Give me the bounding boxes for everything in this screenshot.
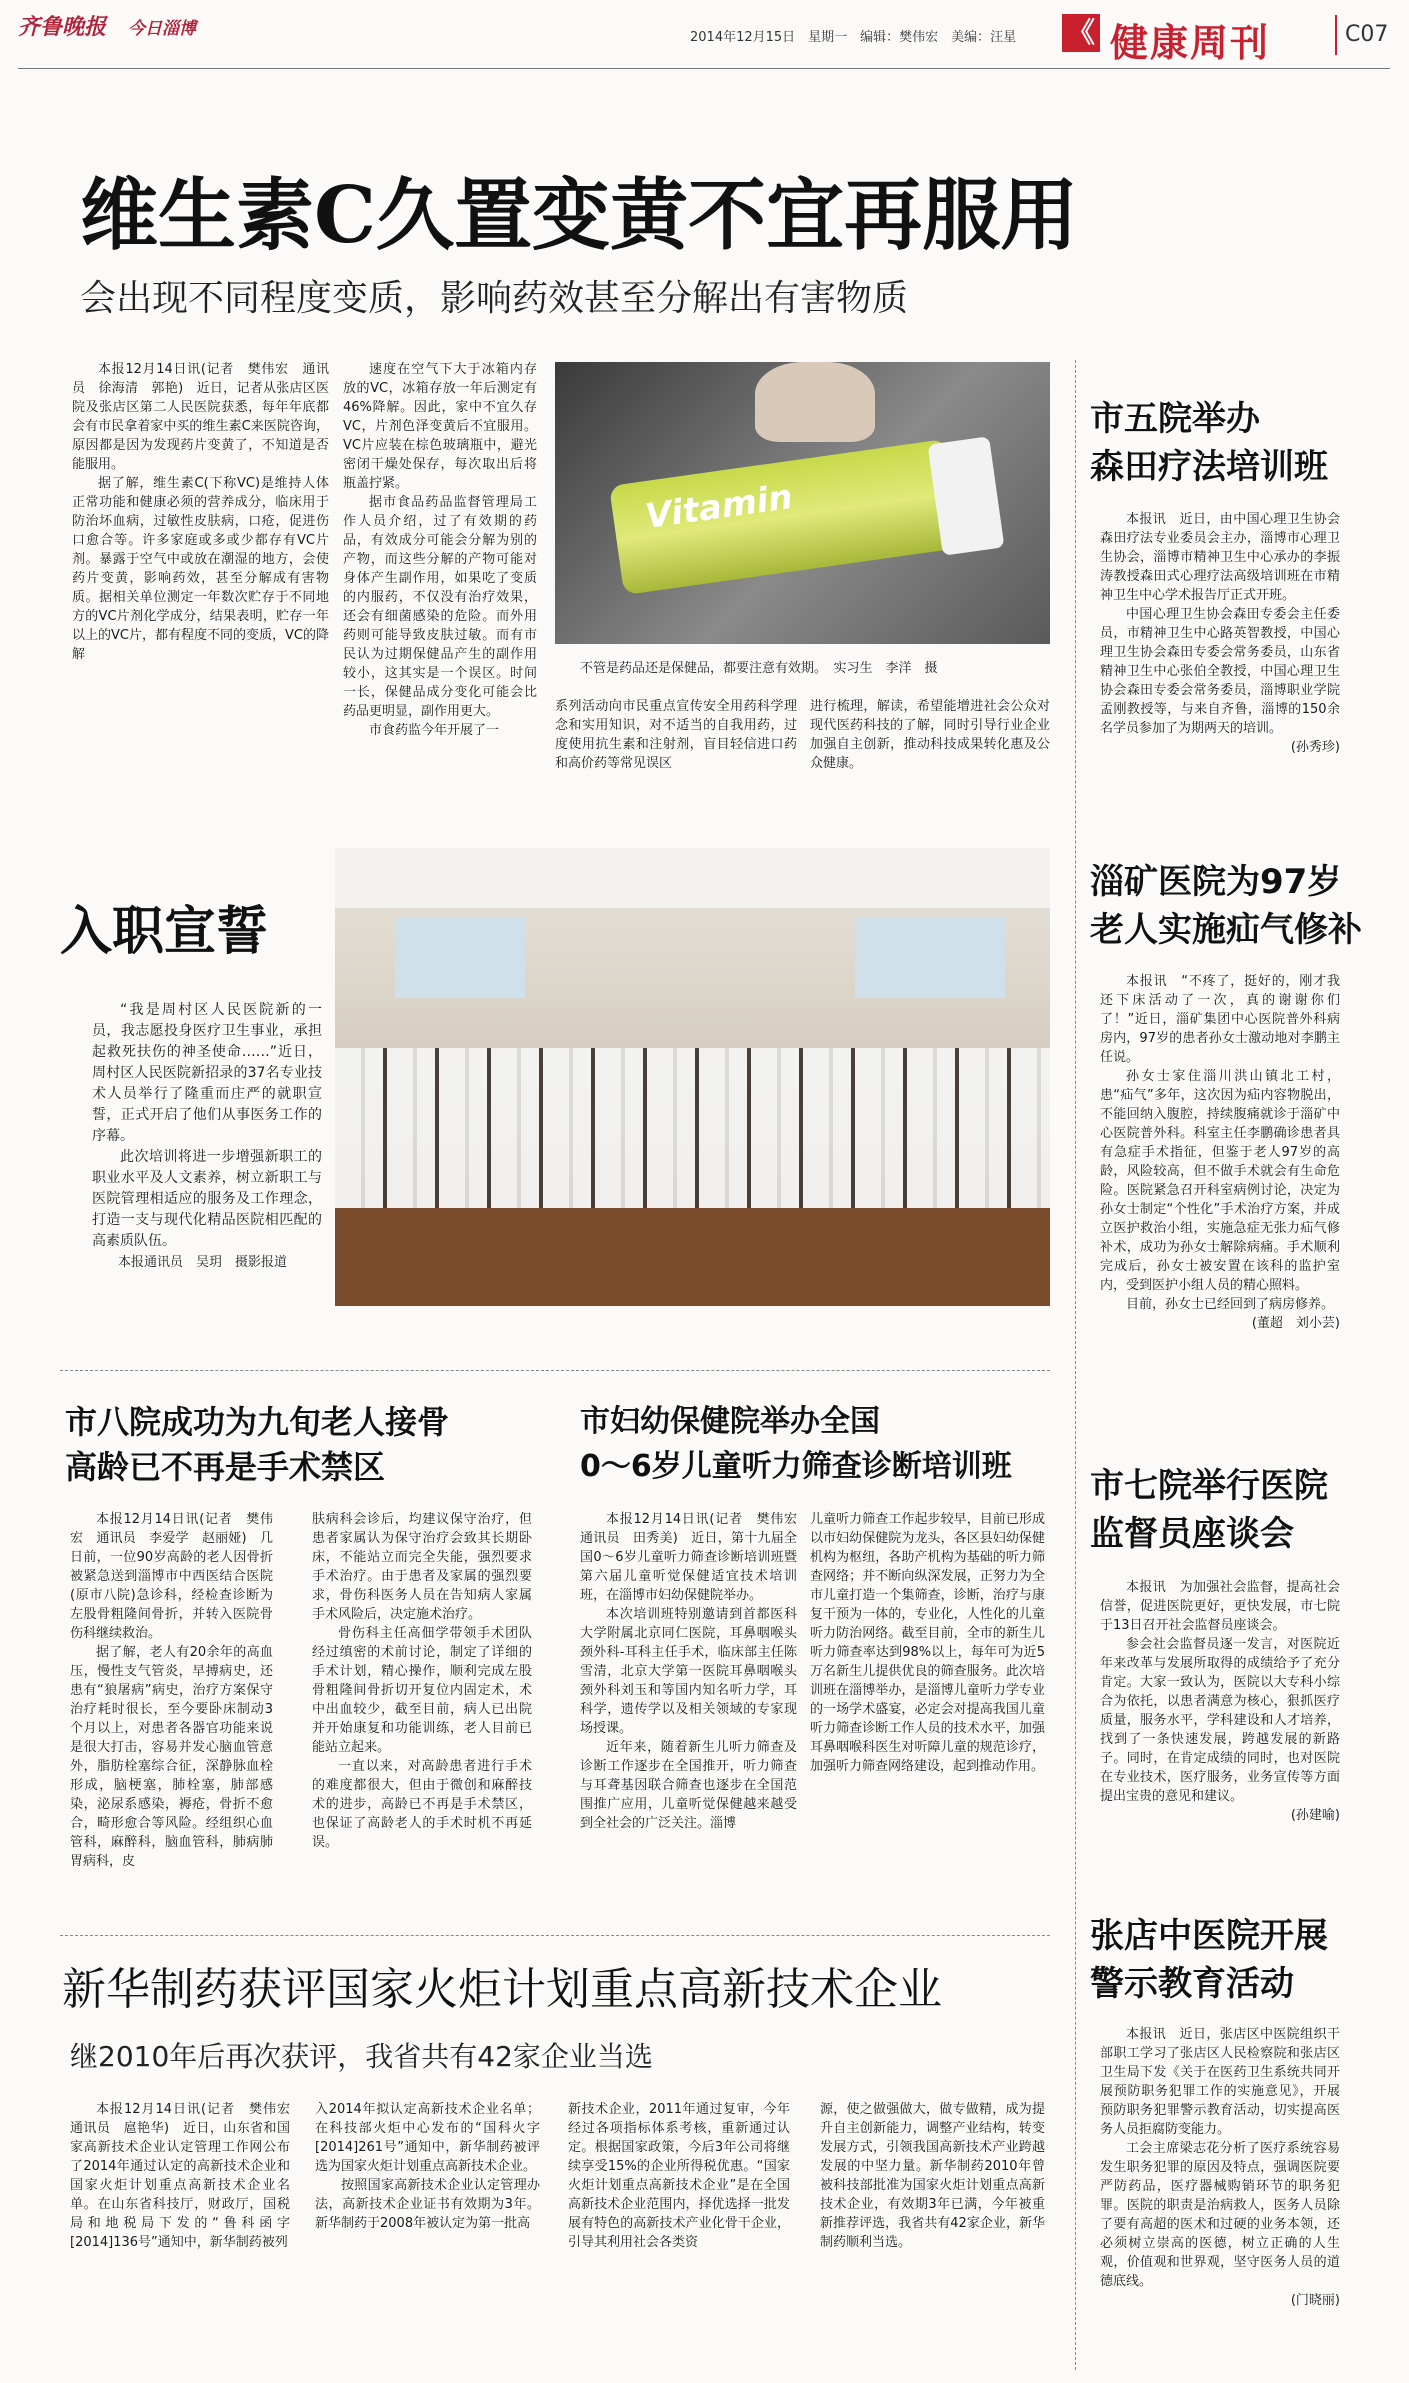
- paragraph: 本报讯 为加强社会监督，提高社会信誉，促进医院更好，更快发展，市七院于13日召开社会监督员座谈会。: [1100, 1580, 1340, 1633]
- paragraph: 孙女士家住淄川洪山镇北工村，患“疝气”多年，这次因为疝内容物脱出，不能回纳入腹腔，持续腹痛就诊于淄矿中心医院普外科。科室主任李鹏确诊患者具有急症手术指征，但鉴于老人97岁的高龄，风险较高，但不做手术就会有生命危险。医院紧急召开科室病例讨论，决定为孙女士制定“个性化”手术治疗方案，并成立医护救治小组，实施急症无张力疝气修补术，成功为孙女士解除病痛。手术顺利完成后，孙女士被安置在该科的监护室内，受到医护小组人员的精心照料。: [1100, 1069, 1340, 1293]
- paragraph: 中国心理卫生协会森田专委会主任委员，市精神卫生中心路英智教授，中国心理卫生协会森田专委会常务委员，山东省精神卫生中心张伯全教授，中国心理卫生协会森田专委会常务委员，淄博职业学院孟刚教授等，与来自齐鲁，淄博的150余名学员参加了为期两天的培训。: [1100, 607, 1340, 736]
- paragraph: 据市食品药品监督管理局工作人员介绍，过了有效期的药品，有效成分可能会分解为别的产物，而这些分解的产物可能对身体产生副作用，如果吃了变质的内服药，不仅没有治疗效果，还会有细菌感染的危险。而外用药则可能导致皮肤过敏。而有市民认为过期保健品产生的副作用较小，这其实是一个误区。时间一长，保健品成分变化可能会比药品更明显，副作用更大。: [343, 495, 537, 719]
- ceiling-shape: [335, 848, 1050, 908]
- paragraph: 本报讯 近日，由中国心理卫生协会森田疗法专业委员会主办，淄博市心理卫生协会，淄博市精神卫生中心承办的李振涛教授森田式心理疗法高级培训班在市精神卫生中心学术报告厅正式开班。: [1100, 512, 1340, 603]
- header-rule: [18, 68, 1390, 69]
- art8-title-line-1: 市八院成功为九旬老人接骨: [65, 1403, 450, 1441]
- paragraph: 本报12月14日讯(记者 樊伟宏 通讯员 扈艳华) 近日，山东省和国家高新技术企业认定管理工作网公布了2014年通过认定的高新技术企业和国家火炬计划重点高新技术企业名单。在山东省科技厅，财政厅，国税局和地税局下发的“鲁科函字[2014]136号”通知中，新华制药被列: [70, 2102, 304, 2250]
- paragraph: 本报讯 “不疼了，挺好的，刚才我还下床活动了一次，真的谢谢你们了！”近日，淄矿集团中心医院普外科病房内，97岁的患者孙女士激动地对李鹏主任说。: [1100, 974, 1340, 1065]
- byline: (孙秀珍): [1290, 740, 1340, 755]
- paragraph: 本报12月14日讯(记者 樊伟宏 通讯员 徐海清 郭艳) 近日，记者从张店区医院及张店区第二人民医院获悉，每年年底都会有市民拿着家中买的维生素C来医院咨询，原因都是因为发现药片变黄了，不知道是否能服用。: [72, 362, 329, 472]
- paragraph: 市食药监今年开展了一: [369, 723, 500, 738]
- side-a2-title-line-1: 淄矿医院为97岁: [1090, 862, 1342, 902]
- side-a3-title-line-2: 监督员座谈会: [1090, 1514, 1294, 1554]
- side-a3-text: [1100, 1578, 1340, 1825]
- child-column-1: [580, 1510, 811, 1833]
- lead-column-4: [810, 697, 1050, 773]
- paragraph: 目前，孙女士已经回到了病房修养。: [1126, 1297, 1335, 1312]
- lead-photo-caption: 不管是药品还是保健品，都要注意有效期。 实习生 李洋 摄: [580, 661, 938, 676]
- vitamin-bottle-photo: [555, 362, 1050, 644]
- paragraph: 进行梳理，解读，希望能增进社会公众对现代医药科技的了解，同时引导行业企业加强自主创新，推动科技成果转化惠及公众健康。: [810, 699, 1050, 771]
- side-a4-title-line-2: 警示教育活动: [1090, 1964, 1294, 2004]
- edition-name: 今日淄博: [128, 19, 196, 39]
- xinhua-subtitle: 继2010年后再次获评，我省共有42家企业当选: [70, 2040, 653, 2073]
- side-a4-title-line-1: 张店中医院开展: [1090, 1916, 1328, 1956]
- xinhua-column-3: [568, 2100, 790, 2252]
- paragraph: 参会社会监督员逐一发言，对医院近年来改革与发展所取得的成绩给予了充分肯定。大家一致认为，医院以大专科小综合为依托，以患者满意为核心，狠抓医疗质量，服务水平，学科建设和人才培养，找到了一条快速发展，跨越发展的新路子。同时，在肯定成绩的同时，也对医院在专业技术，医疗服务，业务宣传等方面提出宝贵的意见和建议。: [1100, 1637, 1340, 1804]
- paragraph: 源，使之做强做大，做专做精，成为提升自主创新能力，调整产业结构，转变发展方式，引领我国高新技术产业跨越发展的中坚力量。新华制药2010年曾被科技部批准为国家火炬计划重点高新技术企业，有效期3年已满，今年被重新推荐评选，我省共有42家企业，新华制药顺利当选。: [820, 2102, 1045, 2250]
- art8-column-1: [70, 1510, 273, 1871]
- paragraph: 系列活动向市民重点宣传安全用药科学理念和实用知识，对不适当的自我用药，过度使用抗生素和注射剂，盲目轻信进口药和高价药等常见误区: [555, 699, 797, 771]
- section-title: 健康周刊: [1110, 21, 1271, 65]
- page-number: C07: [1345, 22, 1389, 47]
- lead-subtitle: 会出现不同程度变质，影响药效甚至分解出有害物质: [80, 278, 909, 319]
- paragraph: 本报12月14日讯(记者 樊伟宏 通讯员 李爱学 赵丽娅) 几日前，一位90岁高龄的老人因骨折被紧急送到淄博市中西医结合医院(原市八院)急诊科，经检查诊断为左股骨粗隆间骨折，并转入医院骨伤科继续救治。: [70, 1512, 273, 1641]
- art8-title-line-2: 高龄已不再是手术禁区: [65, 1448, 386, 1486]
- side-a2-text: [1100, 972, 1340, 1333]
- child-title-line-1: 市妇幼保健院举办全国: [580, 1404, 880, 1439]
- hand-shape: [755, 362, 875, 442]
- lead-column-3: [555, 697, 797, 773]
- child-title-line-2: 0～6岁儿童听力筛查诊断培训班: [580, 1449, 1012, 1484]
- paragraph: 入2014年拟认定高新技术企业名单；在科技部火炬中心发布的“国科火字[2014]261号”通知中，新华制药被评选为国家火炬计划重点高新技术企业。: [315, 2102, 540, 2174]
- paragraph: 本报讯 近日，张店区中医院组织干部职工学习了张店区人民检察院和张店区卫生局下发《关于在医药卫生系统共同开展预防职务犯罪工作的实施意见》，开展预防职务犯罪警示教育活动，切实提高医务人员拒腐防变能力。: [1100, 2027, 1340, 2137]
- art8-column-2: [312, 1510, 532, 1852]
- paragraph: 此次培训将进一步增强新职工的职业水平及人文素养，树立新职工与医院管理相适应的服务及工作理念，打造一支与现代化精品医院相匹配的高素质队伍。: [92, 1149, 322, 1249]
- paragraph: 工会主席梁志花分析了医疗系统容易发生职务犯罪的原因及特点，强调医院要严防药品，医疗器械购销环节的职务犯罪。医院的职责是治病救人，医务人员除了要有高超的医术和过硬的业务本领，还必须树立崇高的医德，树立正确的人生观，价值观和世界观，坚守医务人员的道德底线。: [1100, 2141, 1340, 2289]
- paragraph: 本次培训班特别邀请到首都医科大学附属北京同仁医院，耳鼻咽喉头颈外科-耳科主任手术，临床部主任陈雪清，北京大学第一医院耳鼻咽喉头颈外科刘玉和等国内知名听力学，耳科学，遗传学以及相关领域的专家现场授课。: [580, 1607, 797, 1736]
- byline: (董超 刘小芸): [1251, 1316, 1340, 1331]
- header-divider: [1335, 15, 1337, 55]
- oath-text: [92, 1000, 322, 1273]
- oath-ceremony-photo: [335, 848, 1050, 1306]
- window-shape: [855, 918, 1005, 998]
- paragraph: 儿童听力筛查工作起步较早，目前已形成以市妇幼保健院为龙头，各区县妇幼保健机构为枢纽，各助产机构为基础的听力筛查网络；并不断向纵深发展，正努力为全市儿童打造一个集筛查，诊断，治疗与康复干预为一体的，专业化，人性化的儿童听力防治网络。截至目前，全市的新生儿听力筛查率达到98%以上，每年可为近5万名新生儿提供优良的筛查服务。此次培训班在淄博举办，是淄博儿童听力学专业的一场学术盛宴，必定会对提高我国儿童听力筛查诊断工作人员的技术水平，加强耳鼻咽喉科医生对听障儿童的规范诊疗，加强听力筛查网络建设，起到推动作用。: [810, 1512, 1045, 1774]
- paragraph: 骨伤科主任高佃学带领手术团队经过缜密的术前讨论，制定了详细的手术计划，精心操作，顺利完成左股骨粗隆间骨折切开复位内固定术，术中出血较少，截至目前，病人已出院并开始康复和功能训练，老人目前已能站立起来。: [312, 1626, 532, 1755]
- section-divider: [60, 1370, 1050, 1371]
- byline: 本报通讯员 吴玥 摄影报道: [118, 1255, 288, 1270]
- paragraph: 新技术企业，2011年通过复审，今年经过各项指标体系考核，重新通过认定。根据国家政策，今后3年公司将继续享受15%的企业所得税优惠。“国家火炬计划重点高新技术企业”是在全国高新技术企业范围内，择优选择一批发展有特色的高新技术产业化骨干企业，引导其利用社会各类资: [568, 2102, 790, 2250]
- window-shape: [395, 918, 525, 998]
- paper-name: 齐鲁晚报: [18, 14, 107, 40]
- paragraph: 肤病科会诊后，均建议保守治疗，但患者家属认为保守治疗会致其长期卧床，不能站立而完全失能，强烈要求手术治疗。由于患者及家属的强烈要求，骨伤科医务人员在告知病人家属手术风险后，决定施术治疗。: [312, 1512, 532, 1622]
- oath-title: 入职宣誓: [60, 901, 269, 962]
- xinhua-column-2: [315, 2100, 540, 2233]
- xinhua-column-4: [820, 2100, 1045, 2252]
- lead-title: 维生素C久置变黄不宜再服用: [80, 170, 1079, 261]
- side-a1-text: [1100, 510, 1340, 757]
- section-logo-icon: 《: [1062, 14, 1100, 52]
- side-a1-title-line-2: 森田疗法培训班: [1090, 447, 1328, 487]
- paragraph: 本报12月14日讯(记者 樊伟宏 通讯员 田秀美) 近日，第十九届全国0～6岁儿童听力筛查诊断培训班暨第六届儿童听觉保健适宜技术培训班，在淄博市妇幼保健院举办。: [580, 1512, 811, 1603]
- child-column-2: [810, 1510, 1045, 1776]
- xinhua-title: 新华制药获评国家火炬计划重点高新技术企业: [62, 1964, 942, 2015]
- sidebar-divider: [1075, 360, 1076, 2370]
- byline: (孙建喻): [1290, 1808, 1340, 1823]
- paragraph: “我是周村区人民医院新的一员，我志愿投身医疗卫生事业，承担起救死扶伤的神圣使命……”近日，周村区人民医院新招录的37名专业技术人员举行了隆重而庄严的就职宣誓，正式开启了他们从事医务工作的序幕。: [92, 1002, 322, 1144]
- paragraph: 按照国家高新技术企业认定管理办法，高新技术企业证书有效期为3年。新华制药于2008年被认定为第一批高: [315, 2178, 540, 2231]
- bottle-label: Vitamin: [642, 476, 795, 538]
- paragraph: 近年来，随着新生儿听力筛查及诊断工作逐步在全国推开，听力筛查与耳聋基因联合筛查也逐步在全国范围推广应用，儿童听觉保健越来越受到全社会的广泛关注。淄博: [580, 1740, 797, 1831]
- side-a3-title-line-1: 市七院举行医院: [1090, 1466, 1328, 1506]
- date-line: 2014年12月15日 星期一 编辑：樊伟宏 美编：汪星: [690, 30, 1017, 45]
- section-divider: [60, 1935, 1050, 1936]
- xinhua-column-1: [70, 2100, 304, 2252]
- byline: (门晓丽): [1290, 2293, 1340, 2308]
- desks-shape: [335, 1208, 1050, 1306]
- side-a1-title-line-1: 市五院举办: [1090, 399, 1260, 439]
- lead-column-1: [72, 360, 329, 664]
- white-coat-crowd: [335, 1048, 1050, 1208]
- side-a4-text: [1100, 2025, 1340, 2310]
- paragraph: 据了解，维生素C(下称VC)是维持人体正常功能和健康必须的营养成分，临床用于防治坏血病，过敏性皮肤病，口疮，促进伤口愈合等。许多家庭或多或少都存有VC片剂。暴露于空气中或放在潮湿的地方，会使药片变黄，影响药效，甚至分解成有害物质。据相关单位测定一年数次贮存于不同地方的VC片剂化学成分，结果表明，贮存一年以上的VC片，都有程度不同的变质，VC的降解: [72, 476, 329, 662]
- side-a2-title-line-2: 老人实施疝气修补: [1090, 910, 1362, 950]
- paragraph: 一直以来，对高龄患者进行手术的难度都很大，但由于微创和麻醉技术的进步，高龄已不再是手术禁区，也保证了高龄老人的手术时机不再延误。: [312, 1759, 532, 1850]
- paragraph: 速度在空气下大于冰箱内存放的VC，冰箱存放一年后测定有46%降解。因此，家中不宜久存VC，片剂色泽变黄后不宜服用。VC片应装在棕色玻璃瓶中，避光密闭干燥处保存，每次取出后将瓶盖拧紧。: [343, 362, 537, 491]
- lead-column-2: [343, 360, 537, 740]
- paragraph: 据了解，老人有20余年的高血压，慢性支气管炎，早搏病史，还患有“狼屠病”病史，治疗方案保守治疗耗时很长，至今要卧床制动3个月以上，对患者各器官功能来说是很大打击，容易并发心脑血管意外，脂肪栓塞综合征，深静脉血栓形成，脑梗塞，肺栓塞，肺部感染，泌尿系感染，褥疮，骨折不愈合，畸形愈合等风险。经组织心血管科，麻醉科，脑血管科，肺病肺胃病科，皮: [70, 1645, 273, 1869]
